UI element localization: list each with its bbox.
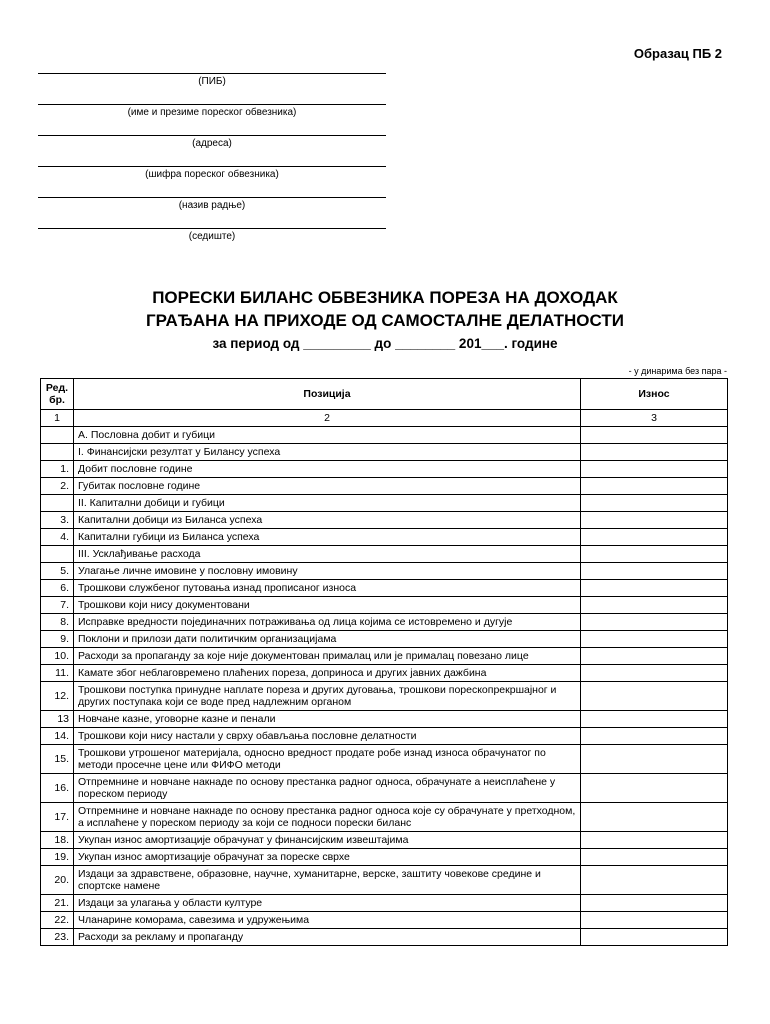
column-number-row (41, 410, 728, 427)
amount-cell[interactable] (581, 895, 728, 912)
seat-label: (седиште) (188, 231, 236, 242)
amount-cell[interactable] (581, 866, 728, 895)
table-row (41, 728, 728, 745)
amount-cell[interactable] (581, 849, 728, 866)
row-number: 6. (41, 580, 74, 597)
row-position-text: Камате због неблаговремено плаћених пореза, доприноса и других јавних дажбина (74, 665, 581, 682)
header-position: Позиција (74, 379, 581, 410)
table-row (41, 427, 728, 444)
header-amount: Износ (581, 379, 728, 410)
amount-cell[interactable] (581, 546, 728, 563)
shop-name-label: (назив радње) (178, 200, 246, 211)
title-line-1: ПОРЕСКИ БИЛАНС ОБВЕЗНИКА ПОРЕЗА НА ДОХОДАК (152, 288, 618, 307)
table-row (41, 866, 728, 895)
row-number (41, 427, 74, 444)
row-number (41, 546, 74, 563)
seat-field[interactable] (38, 228, 386, 259)
taxpayer-code-label: (шифра пореског обвезника) (145, 169, 279, 180)
row-position-text: Капитални добици из Биланса успеха (74, 512, 581, 529)
row-position-text: Губитак пословне године (74, 478, 581, 495)
row-number: 22. (41, 912, 74, 929)
header-row-number: Ред. бр. (41, 379, 74, 410)
row-number: 14. (41, 728, 74, 745)
row-position-text: Исправке вредности појединачних потраживања од лица којима се истовремено и дугује (74, 614, 581, 631)
pib-field[interactable] (38, 73, 386, 104)
amount-cell[interactable] (581, 929, 728, 946)
row-number: 9. (41, 631, 74, 648)
row-position-text: Расходи за рекламу и пропаганду (74, 929, 581, 946)
row-number: 20. (41, 866, 74, 895)
amount-cell[interactable] (581, 912, 728, 929)
row-position-text: Трошкови службеног путовања изнад прописаног износа (74, 580, 581, 597)
column-number: 3 (581, 410, 728, 427)
amount-cell[interactable] (581, 614, 728, 631)
row-position-text: А. Пословна добит и губици (74, 427, 581, 444)
row-number: 10. (41, 648, 74, 665)
table-row (41, 832, 728, 849)
amount-cell[interactable] (581, 774, 728, 803)
amount-cell[interactable] (581, 495, 728, 512)
column-number: 1 (41, 410, 74, 427)
amount-cell[interactable] (581, 711, 728, 728)
amount-cell[interactable] (581, 728, 728, 745)
row-position-text: II. Капитални добици и губици (74, 495, 581, 512)
taxpayer-fields (38, 73, 386, 259)
table-row (41, 895, 728, 912)
amount-cell[interactable] (581, 478, 728, 495)
row-number: 8. (41, 614, 74, 631)
row-position-text: Укупан износ амортизације обрачунат у финансијским извештајима (74, 832, 581, 849)
amount-cell[interactable] (581, 648, 728, 665)
amount-cell[interactable] (581, 461, 728, 478)
row-number: 15. (41, 745, 74, 774)
table-row (41, 631, 728, 648)
amount-cell[interactable] (581, 444, 728, 461)
table-row (41, 682, 728, 711)
row-number: 7. (41, 597, 74, 614)
amount-cell[interactable] (581, 512, 728, 529)
amount-cell[interactable] (581, 631, 728, 648)
row-number: 5. (41, 563, 74, 580)
table-row (41, 912, 728, 929)
table-row (41, 478, 728, 495)
row-position-text: Добит пословне године (74, 461, 581, 478)
row-position-text: Трошкови који нису настали у сврху обављања пословне делатности (74, 728, 581, 745)
taxpayer-name-label: (име и презиме пореског обвезника) (127, 107, 297, 118)
document-title (0, 286, 770, 332)
row-number: 11. (41, 665, 74, 682)
row-number: 17. (41, 803, 74, 832)
period-line: за период од _________ до ________ 201___. године (212, 336, 558, 351)
amount-cell[interactable] (581, 427, 728, 444)
row-position-text: Трошкови поступка принудне наплате пореза и других дуговања, трошкови порескопрекршајног и других поступака који се воде пред надлежним органом (74, 682, 581, 711)
table-row (41, 495, 728, 512)
table-row (41, 614, 728, 631)
row-position-text: Новчане казне, уговорне казне и пенали (74, 711, 581, 728)
table-row (41, 665, 728, 682)
amount-cell[interactable] (581, 563, 728, 580)
row-position-text: Издаци за улагања у области културе (74, 895, 581, 912)
table-row (41, 929, 728, 946)
address-label: (адреса) (192, 138, 232, 149)
row-number: 13 (41, 711, 74, 728)
amount-cell[interactable] (581, 745, 728, 774)
table-body (41, 427, 728, 946)
row-number: 18. (41, 832, 74, 849)
table-row (41, 849, 728, 866)
row-number (41, 495, 74, 512)
form-code: Образац ПБ 2 (633, 46, 722, 61)
amount-cell[interactable] (581, 803, 728, 832)
amount-cell[interactable] (581, 529, 728, 546)
table-row (41, 774, 728, 803)
row-number: 2. (41, 478, 74, 495)
row-position-text: Расходи за пропаганду за које није документован прималац или је прималац повезано лице (74, 648, 581, 665)
row-position-text: Улагање личне имовине у пословну имовину (74, 563, 581, 580)
row-number: 23. (41, 929, 74, 946)
row-position-text: Поклони и прилози дати политичким организацијама (74, 631, 581, 648)
table-row (41, 563, 728, 580)
shop-name-field[interactable] (38, 197, 386, 228)
table-row (41, 580, 728, 597)
table-row (41, 597, 728, 614)
table-row (41, 803, 728, 832)
table-row (41, 546, 728, 563)
amount-cell[interactable] (581, 832, 728, 849)
row-number: 16. (41, 774, 74, 803)
row-position-text: Издаци за здравствене, образовне, научне, хуманитарне, верске, заштиту човекове средине и спортске намене (74, 866, 581, 895)
row-position-text: Капитални губици из Биланса успеха (74, 529, 581, 546)
row-number: 1. (41, 461, 74, 478)
table-header-row (41, 379, 728, 410)
row-number: 21. (41, 895, 74, 912)
amount-cell[interactable] (581, 597, 728, 614)
taxpayer-name-field[interactable] (38, 104, 386, 135)
table-row (41, 444, 728, 461)
column-number: 2 (74, 410, 581, 427)
row-position-text: III. Усклађивање расхода (74, 546, 581, 563)
table-row (41, 529, 728, 546)
row-position-text: Укупан износ амортизације обрачунат за пореске сврхе (74, 849, 581, 866)
table-row (41, 461, 728, 478)
unit-note: - у динарима без пара - (628, 366, 727, 376)
row-position-text: Отпремнине и новчане накнаде по основу престанка радног односа, обрачунате а неисплаћене у пореском периоду (74, 774, 581, 803)
row-position-text: I. Финансијски резултат у Билансу успеха (74, 444, 581, 461)
amount-cell[interactable] (581, 580, 728, 597)
table-row (41, 711, 728, 728)
table-row (41, 648, 728, 665)
table-row (41, 745, 728, 774)
row-number: 3. (41, 512, 74, 529)
title-line-2: ГРАЂАНА НА ПРИХОДЕ ОД САМОСТАЛНЕ ДЕЛАТНОСТИ (146, 311, 624, 330)
row-number (41, 444, 74, 461)
row-position-text: Чланарине коморама, савезима и удружењима (74, 912, 581, 929)
amount-cell[interactable] (581, 665, 728, 682)
row-number: 4. (41, 529, 74, 546)
row-position-text: Трошкови који нису документовани (74, 597, 581, 614)
row-number: 19. (41, 849, 74, 866)
amount-cell[interactable] (581, 682, 728, 711)
tax-balance-table (40, 378, 728, 946)
row-number: 12. (41, 682, 74, 711)
pib-label: (ПИБ) (198, 76, 226, 87)
address-field[interactable] (38, 135, 386, 166)
taxpayer-code-field[interactable] (38, 166, 386, 197)
table-row (41, 512, 728, 529)
row-position-text: Трошкови утрошеног материјала, односно вредност продате робе изнад износа обрачунатог по методи просечне цене или ФИФО методи (74, 745, 581, 774)
row-position-text: Отпремнине и новчане накнаде по основу престанка радног односа које су обрачунате у претходном, а исплаћене у пореском периоду за који се подноси порески биланс (74, 803, 581, 832)
